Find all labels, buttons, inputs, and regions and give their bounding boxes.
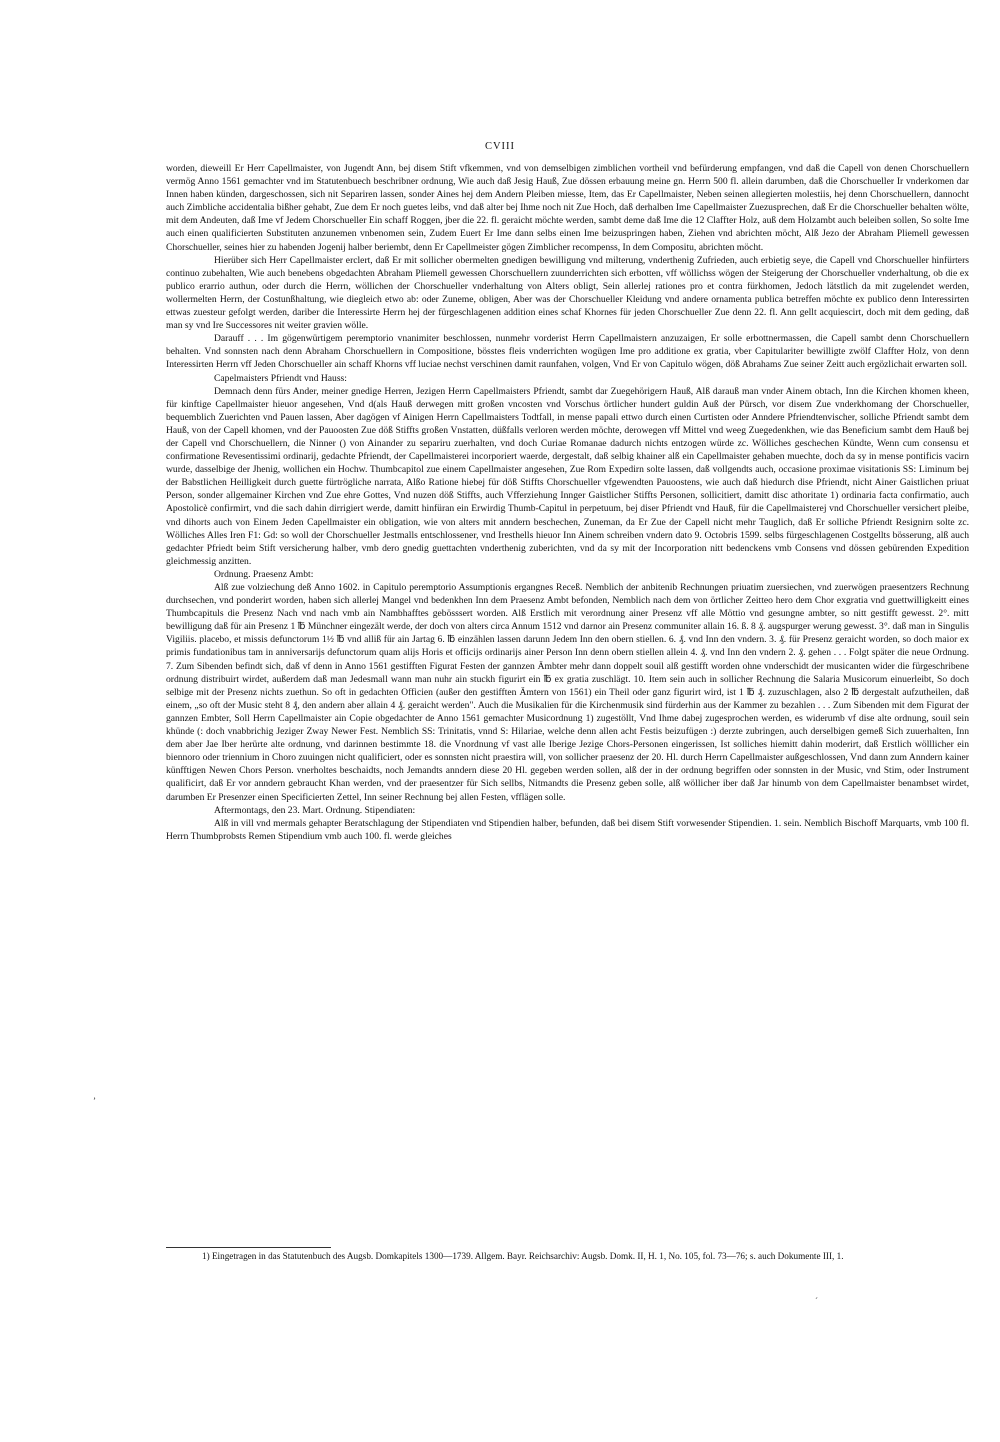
- footnotes: [166, 1250, 969, 1263]
- margin-mark: ʼ: [93, 1096, 96, 1106]
- bottom-mark: ˊ: [815, 1296, 818, 1306]
- page-number: CVIII: [484, 141, 516, 152]
- paragraph-1: worden, dieweill Er Herr Capellmaister, von Jugendt Ann, bej disem Stift vfkemmen, vnd von demselbigen zimblichen vortheil vnd befürderung empfangen, vnd daß die Capell von denen Chorschuellern vermög Anno 1561 gemachter vnd im Statutenbuech beschribner ordnung, Wie auch daß Jesig Hauß, Zue dössen erbauung meine gn. Herrn 500 fl. allein darumben, daß die Chorschueller Ir vnderkomen dar Innen haben künden, dargeschossen, sich nit Separiren lassen, sonder Aines hej dem Andern Pleiben miesse, Item, das Er Capellmaister, Neben seinen allegierten molestiis, hej denn Chorschuellern, dannocht auch Zimbliche accidentalia bißher gehabt, Zue dem Er noch guetes leibs, vnd daß alter bej Ihme noch nit Zue Hoch, daß derhalben Ime Capellmaister Zuezusprechen, daß Er die Chorschueller behalten wölte, mit dem Andeuten, daß Ime vf Jedem Chorschueller Ein schaff Roggen, jber die 22. fl. geraicht möchte werden, sambt deme daß Ime die 12 Claffter Holz, auß dem Holzambt auch beleiben sollen, So solte Ime auch einen qualificierten Substituten anzunemen vnbenomen sein, Zudem Euert Er Ime dann selbs einen Ime beizuspringen haben, Ziehen vnd abrichten möcht, Alß Jezo der Abraham Pliemell gewessen Chorschueller, seines hier zu habenden Jogenij halber beriembt, denn Er Capellmeister gögen Zimblicher recompenss, In dem Compositu, abrichten möcht.: [166, 163, 969, 253]
- section-heading-pfriendt: Capelmaisters Pfriendt vnd Hauss:: [214, 372, 347, 384]
- section-heading-praesenz: Ordnung. Praesenz Ambt:: [214, 568, 314, 580]
- paragraph-2: Hierüber sich Herr Capellmaister erclert, daß Er mit sollicher obermelten gnedigen bewilligung vnd milterung, vnderthenig Zufrieden, auch erbietig seye, die Capell vnd Chorschueller hinfürters continuo zubehalten, Wie auch benebens obgedachten Abraham Pliemell gewessen Chorschuellern zuunderrichten sich erbotten, vff wöllichss wögen der Steigerung der Chorschueller vnderhaltung, ob die ex publico erarrio authun, oder durch die Herrn, wöllichen der Chorschueller vnderhaltung von Alters obligt, Sein allerlej rationes pro et contra fürkhomen, Jedoch lätstlich da mit zugelendet werden, wollermelten Herrn, der Costunßhaltung, wie diegleich etwo ab: oder Zuneme, obligen, Aber was der Chorschueller Kleidung vnd andere ornamenta publica betreffen möchte ex publico denn Interessirten ettwas zuesteur gefolgt werden, dariber die Interessirte Herrn hej der fürgeschlagenen addition eines schaf Khornes für jeden Chorschueller Zue denn 22. fl. Ann gellt acquiescirt, doch mit dem geding, daß man sy vnd Ire Successores nit weiter gravien wölle.: [166, 254, 969, 332]
- body-text: [166, 162, 969, 843]
- section-heading-stipendiaten: Aftermontags, den 23. Mart. Ordnung. Stipendiaten:: [214, 804, 416, 816]
- footnote-divider: [166, 1247, 331, 1248]
- paragraph-3: Darauff . . . Im gögenwürtigem peremptorio vnanimiter beschlossen, nunmehr vorderist Herrn Capellmaistern anzuzaigen, Er solle erbottnermassen, die Capell sambt denn Chorschuellern behalten. Vnd sonnsten nach denn Abraham Chorschuellern in Compositione, bösstes fleis vnderrichten wogügen Ime pro additione ex gratia, vber Capitulariter bewilligte zwölf Claffter Holz, von denn Interessirten Herrn vff Jeden Chorschueller ain schaff Khorns vff luciae nechst verschinen damit raunfahen, volgen, Vnd Er von Capitulo wögen, döß Abrahams Zue seiner Zeitt auch ergözlichait erwarten soll.: [166, 333, 969, 371]
- paragraph-4: Demnach denn fürs Ander, meiner gnedige Herren, Jezigen Herrn Capellmaisters Pfriendt, sambt dar Zuegehörigern Hauß, Alß darauß man vnder Ainem obtach, Inn die Kirchen khomen kheen, für kinftige Capellmaister hieuor angesehen, Vnd d(als Hauß derwegen mitt großen vncosten vnd Vorschus örtlicher hundert guldin Auß der Pürsch, vor disem Zue vnderkhomang der Chorschueller, bequemblich Zuerichten vnd Pauen lassen, Aber dagögen vf Ainigen Herrn Capellmaisters Todtfall, in mense papali ettwo durch einen Curtisten oder Anndere Pfriendtenvischer, solliche Pfriendt sambt dem Hauß, von der Capell khomen, vnd der Pauoosten Zue döß Stiffts großen Vnstatten, düßfalls verloren werden möchte, derowegen vff Mittel vnd weeg Zuegedenkhen, wie das Beneficium sambt dem Hauß bej der Capell vnd Chorschuellern, die Ninner () von Ainander zu separiru zuerhalten, vnd doch Curiae Romanae dadurch nichts entzogen würde zc. Wölliches geschechen Kündte, Wenn cum consensu et confirmatione Revesentissimi ordinarij, gedachte Pfriendt, der Capellmaisterei incorporiert waerde, dergestalt, daß selbig khainer alß ein Capellmaister gehaben muechte, doch da sy in mense pontificis vacirn wurde, dasselbige der Jhenig, wollichen ein Hochw. Thumbcapitol zue einem Capellmaister angesehen, Zue Rom Expedirn solte lassen, daß vollgendts auch, occasione proximae visitationis SS: Liminum bej der Babstlichen Heilligkeit durch guette fürtrögliche narrata, Alßo Ratione hiebej für döß Stiffts Chorschueller vfgewendten Pauoostens, wie auch daß hiedurch dise Pfriendt, nicht Ainer Gaistlichen priuat Person, sonder allgemainer Kirchen vnd Zue ehre Gottes, Vnd nuzen döß Stiffts, auch Vfferziehung Innger Gaistlicher Stiffts Personen, sollicitiert, damitt disc athoritate 1) ordinaria facta confirmatio, auch Apostolicè confirmirt, vnd die sach dahin dirrigiert werde, damitt hinfüran ein Erwirdig Thumb-Capitul in perpetuum, bej diser Pfriendt vnd Hauß, für die Capellmaisterej vnd Chorschueller versichert pleibe, vnd dihorts auch von Einem Jeden Capellmaister ein obligation, wie von alters mit anndern beschechen, Zuneman, da Er Zue der Capell nicht mehr Tauglich, daß Er solliche Pfriendt Resignirn solte zc. Wölliches Alles Iren F1: Gd: so woll der Chorschueller Jestmalls entschlossener, vnd Iresthells hieuor Inn Ainem schreiben vndern dato 9. Octobris 1599. selbs fürgeschlagenen Costgellts bösserung, alß auch gedachter Pfriedt beim Stift versicherung halber, vmb dero gnedig guettachten vnderthenig zuberichten, vnd da sy mit der Incorporation nitt bedenckens vmb Consens vnd dössen gebürenden Expedition gleichmessig anzitten.: [166, 385, 969, 567]
- paragraph-6: Alß in vill vnd mermals gehapter Beratschlagung der Stipendiaten vnd Stipendien halber, befunden, daß bei disem Stift vorwesender Stipendien. 1. sein. Nemblich Bischoff Marquarts, vmb 100 fl. Herrn Thumbprobsts Remen Stipendium vmb auch 100. fl. werde gleiches: [166, 817, 969, 842]
- footnote-1: 1) Eingetragen in das Statutenbuch des Augsb. Domkapitels 1300—1739. Allgem. Bayr. Reichsarchiv: Augsb. Domk. II, H. 1, No. 105, fol. 73—76; s. auch Dokumente III, 1.: [202, 1251, 844, 1261]
- paragraph-5: Alß zue volziechung deß Anno 1602. in Capitulo peremptorio Assumptionis ergangnes Receß. Nemblich der anbitenib Rechnungen priuatim zuersiechen, vnd zuerwögen praesentzers Rechnung durchsechen, vnd ponderirt worden, haben sich allerlej Mangel vnd bedenkhen Inn dem Praesenz Ambt befonden, Nemblich nach dem von örtlicher Zeitteo hero dem Chor exgratia vnd guettwilligkeitt eines Thumbcapituls die Presenz Nach vnd nach vmb ain Nambhafftes gebösssert worden. Alß Erstlich mit verordnung ainer Presenz vff alle Möttio vnd gesungne ambter, so nitt gestifft gewesst. 2°. mitt bewilligung daß für ain Presenz 1 ℔ Münchner eingezält werde, der doch von alters circa Annum 1512 vnd darnor ain Presenz communiter allain 16. ß. 8 ₰. augspurger werung gewesst. 3°. daß man in Singulis Vigiliis. placebo, et missis defunctorum 1½ ℔ vnd alliß für ain Jartag 6. ℔ einzählen lassen darunn Jedem Inn den obern stiellen. 6. ₰. vnd Inn den vndern. 3. ₰. für Presenz geraicht worden, so doch maior ex primis fundationibus tam in anniversarijs defunctorum quam alijs Horis et officijs ordinarijs ainer Person Inn denn obern stiellen allein 4. ₰. vnd Inn den vndern 2. ₰. gehen . . . Folgt später die neue Ordnung. 7. Zum Sibenden befindt sich, daß vf denn in Anno 1561 gestifften Figurat Festen der gannzen Ämbter mehr dann doppelt souil alß gestifft worden ohne vnderschidt der musicanten wider die fürgeschribene ordnung distribuirt wirdet, außerdem daß man Jedesmall wann man nuhr ain stuckh figurirt ein ℔ ex gratia zuschlägt. 10. Item sein auch in sollicher Rechnung die Salaria Musicorum einuerleibt, So doch selbige mit der Presenz nichts zuethun. So oft in gedachten Officien (außer den gestifften Ämtern von 1561) ein Theil oder ganz figurirt wird, ist 1 ℔ ₰. zuzuschlagen, also 2 ℔ dergestalt aufzutheilen, daß einem, „so oft der Music steht 8 ₰, den andern aber allain 4 ₰. geraicht werden". Auch die Musikalien für die Kirchenmusik sind fürderhin aus der Kammer zu bezahlen . . . Zum Sibenden mit dem Figurat der gannzen Embter, Soll Herrn Capellmaister ain Copie obgedachter de Anno 1561 gemachter Musicordnung 1) zugestöllt, Vnd Ihme dabej zugesprochen werden, es widerumb vf dise alte ordnung, souil sein khünde (: doch vnabbrichig Jeziger Zway Newer Fest. Nemblich SS: Trinitatis, vnnd S: Hilariae, welche denn allen acht Festis beizufügen :) derzte zubringen, auch derselbigen gemeß Sich zuuerhalten, Inn dem aber Jae Iber herürte alte ordnung, vnd darinnen bestimmte 18. die Vnordnung vf vast alle Iberige Jezige Chors-Personen eingerissen, Ist solliches hiemitt dahin moderirt, daß Erstlich wölllicher ein biennoro oder triennium in Choro zuuingen nicht qualificiert, oder es sonnsten nicht praestira will, von sollicher praesenz der 20. Hl. durch Herrn Capellmaister außgeschlossen, Vnd dann zum Anndern kainer künfftigen Newen Chors Person. vnerholtes beschaidts, noch Jemandts anndern diese 20 Hl. gegeben werden sollen, alß der in der ordnung begriffen oder sonnsten in der Music, vnd Stim, oder Instrument qualificirt, daß Er vor anndern gebraucht Khan werden, vnd der praesentzer für Sich sellbs, Nitmandts die Presenz geben solle, alß wöllicher iber daß Jar hinumb von dem Capellmaister benambset wirdet, darumben Er Presenzer einen Specificierten Zettel, Inn seiner Rechnung bej allen Festen, vfflägen solle.: [166, 582, 969, 803]
